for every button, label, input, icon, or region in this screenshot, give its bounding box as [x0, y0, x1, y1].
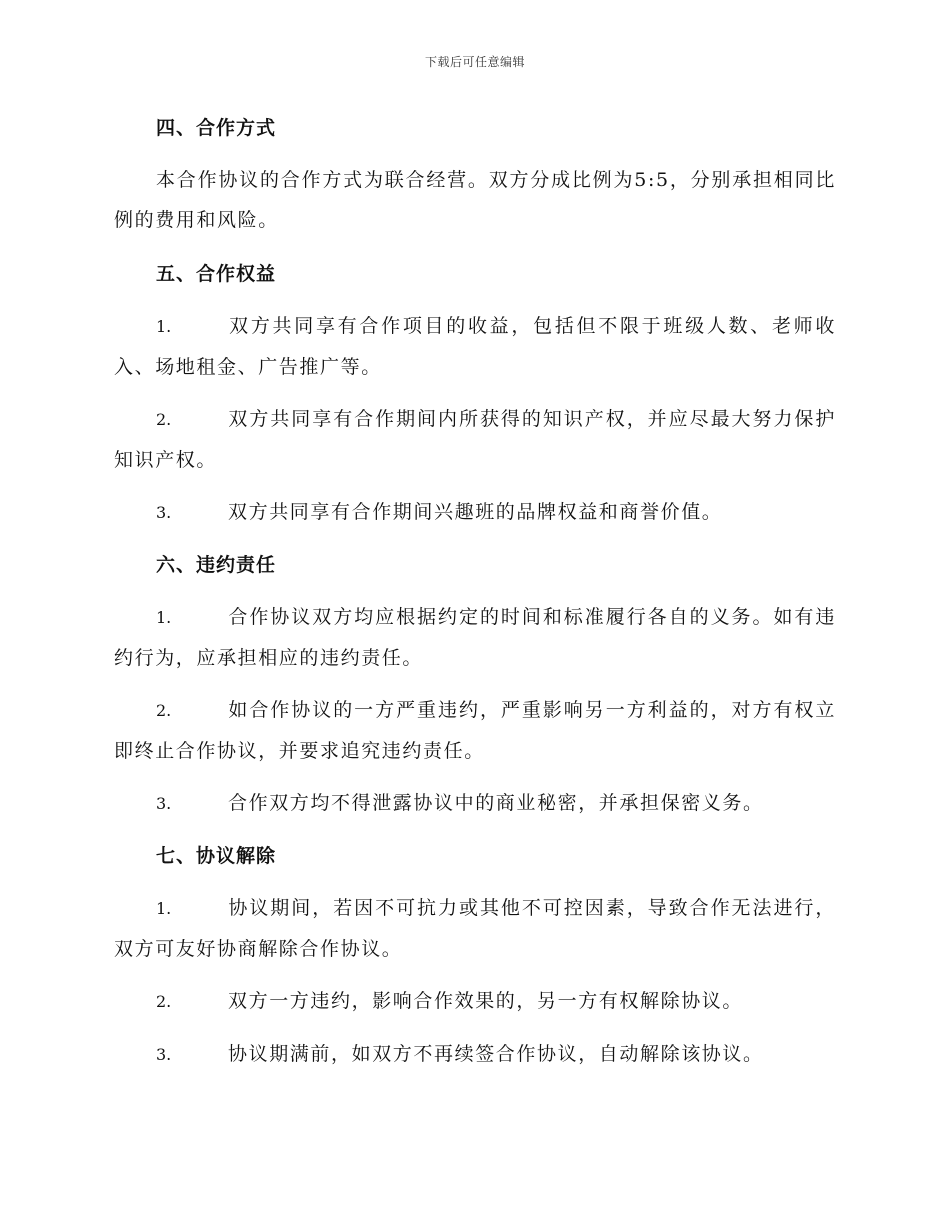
list-item-number: 1. [156, 317, 172, 336]
list-item-number: 3. [156, 503, 172, 522]
section-heading-liability: 六、违约责任 [156, 554, 277, 576]
list-item [114, 981, 836, 1022]
list-item [114, 597, 836, 678]
list-item [114, 492, 836, 533]
list-item-number: 2. [156, 410, 172, 429]
section-paragraph: 本合作协议的合作方式为联合经营。双方分成比例为5:5，分别承担相同比例的费用和风险。 [114, 169, 836, 231]
list-item-number: 1. [156, 899, 172, 918]
section-heading-cooperation-mode: 四、合作方式 [156, 117, 277, 139]
list-item-text: 协议期满前，如双方不再续签合作协议，自动解除该协议。 [228, 1043, 764, 1065]
list-item-text: 双方一方违约，影响合作效果的，另一方有权解除协议。 [228, 990, 744, 1012]
list-item-number: 3. [156, 1045, 172, 1064]
list-item-text: 如合作协议的一方严重违约，严重影响另一方利益的，对方有权立即终止合作协议，并要求追究违约责任。 [114, 699, 836, 762]
list-item-number: 2. [156, 992, 172, 1011]
list-item-text: 合作双方均不得泄露协议中的商业秘密，并承担保密义务。 [228, 792, 764, 814]
list-item-number: 1. [156, 608, 172, 627]
list-item-text: 双方共同享有合作期间兴趣班的品牌权益和商誉价值。 [228, 501, 723, 523]
list-item-text: 合作协议双方均应根据约定的时间和标准履行各自的义务。如有违约行为，应承担相应的违约责任。 [114, 606, 836, 669]
page-header: 下载后可任意编辑 [424, 55, 525, 69]
document-body [114, 108, 836, 1075]
list-item-text: 双方共同享有合作项目的收益，包括但不限于班级人数、老师收入、场地租金、广告推广等。 [114, 315, 836, 378]
section-heading-termination: 七、协议解除 [156, 845, 277, 867]
list-item [114, 888, 836, 969]
list-item-text: 双方共同享有合作期间内所获得的知识产权，并应尽最大努力保护知识产权。 [114, 408, 836, 471]
section-heading-cooperation-rights: 五、合作权益 [156, 263, 277, 285]
list-item [114, 306, 836, 387]
list-item-text: 协议期间，若因不可抗力或其他不可控因素，导致合作无法进行，双方可友好协商解除合作协议。 [114, 897, 836, 960]
list-item [114, 1034, 836, 1075]
list-item-number: 3. [156, 794, 172, 813]
list-item [114, 399, 836, 480]
list-item [114, 690, 836, 771]
list-item-number: 2. [156, 701, 172, 720]
list-item [114, 783, 836, 824]
